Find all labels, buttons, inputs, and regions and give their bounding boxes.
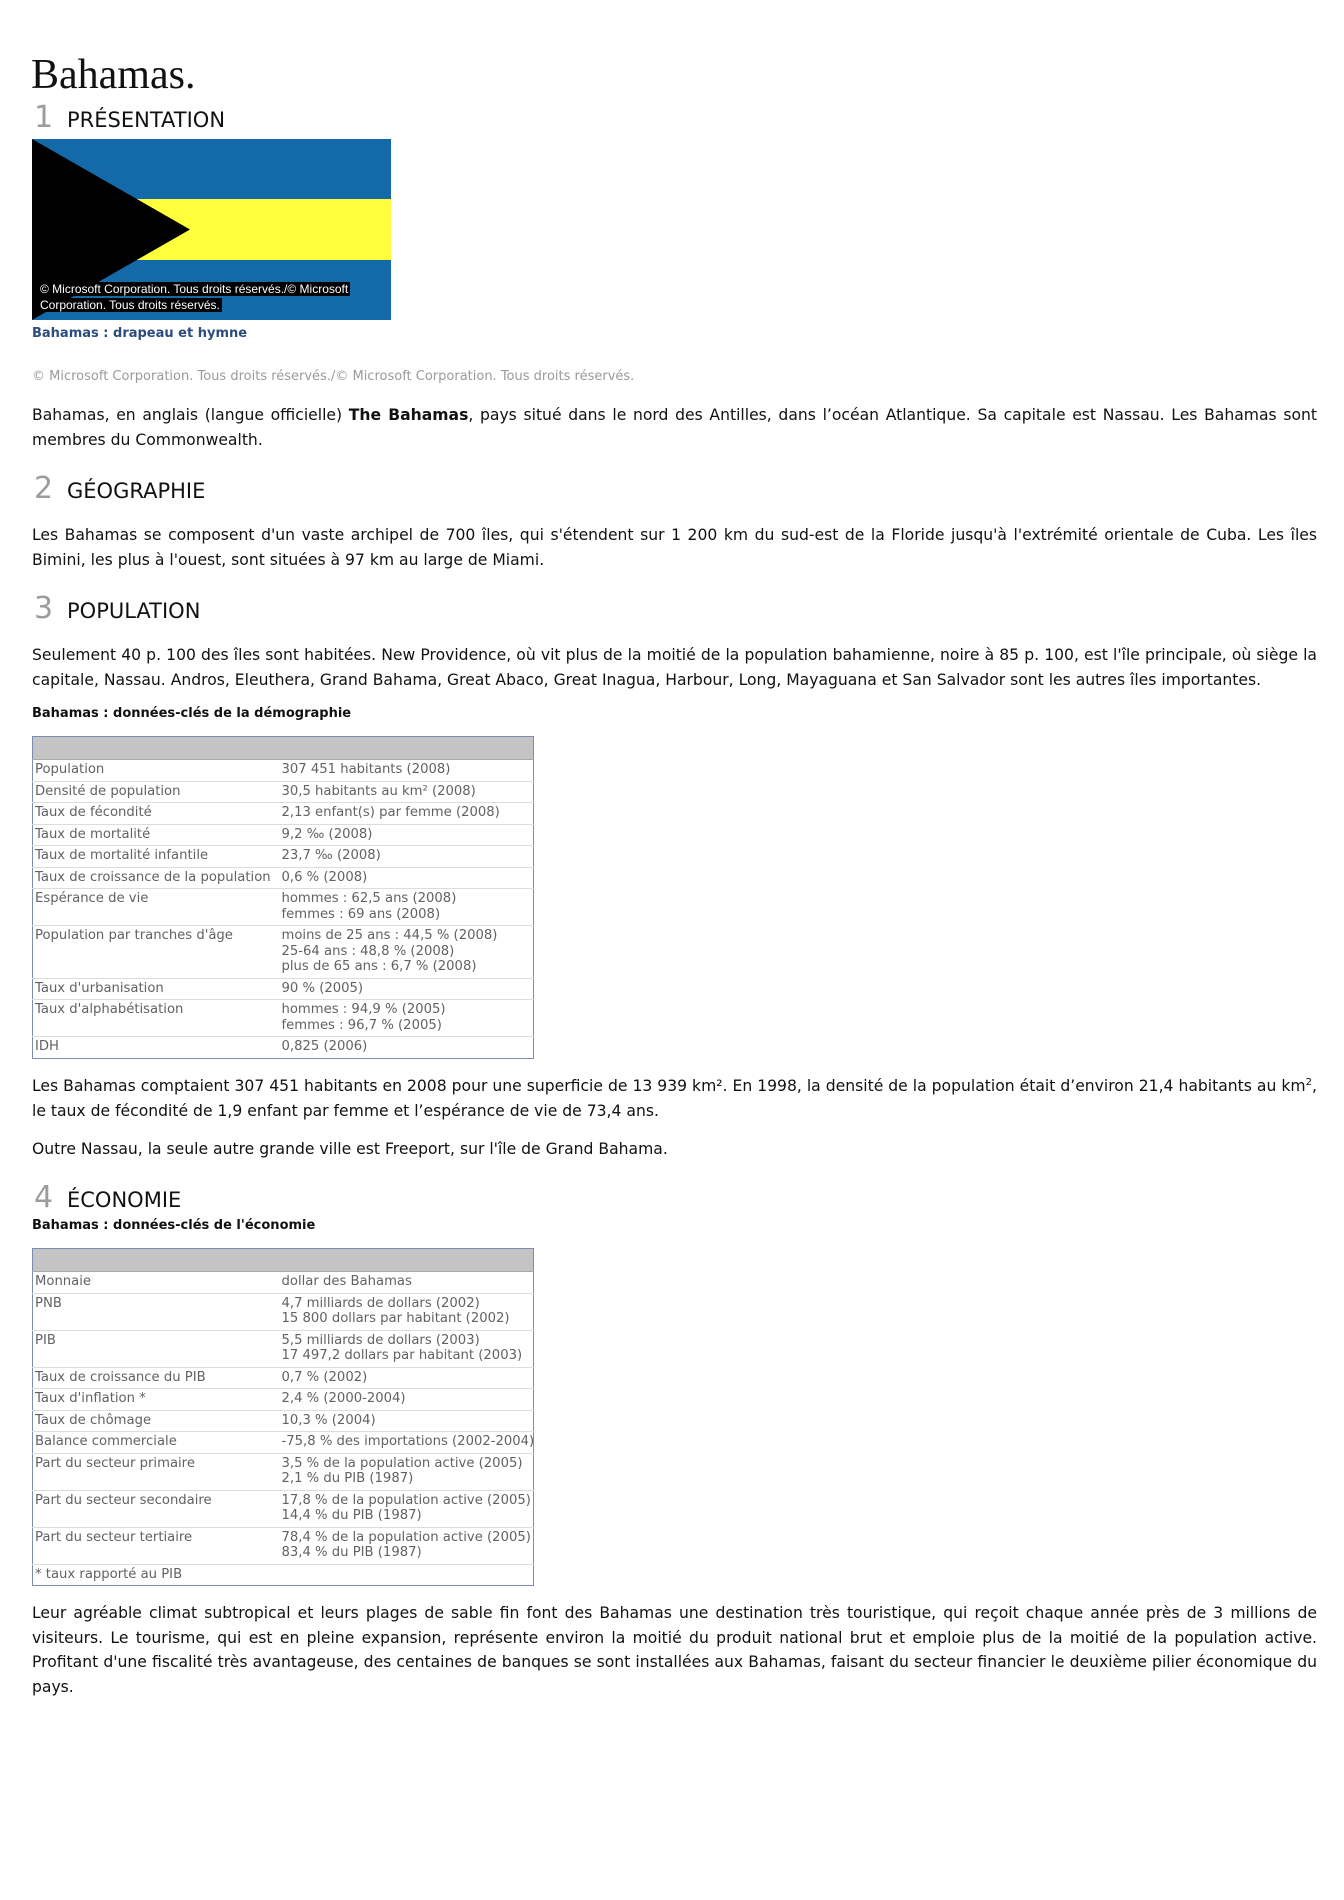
row-value <box>280 1410 534 1432</box>
table-body <box>33 1272 534 1586</box>
section-title: GÉOGRAPHIE <box>67 479 206 503</box>
table-row <box>33 803 534 825</box>
row-value <box>280 1293 534 1330</box>
row-label: Taux de fécondité <box>33 803 280 825</box>
table-row <box>33 781 534 803</box>
section-number: 3 <box>34 591 54 626</box>
section-heading-economie <box>34 1180 181 1216</box>
row-value-line: -75,8 % des importations (2002-2004) <box>281 1434 535 1449</box>
row-label: Espérance de vie <box>33 889 280 926</box>
row-label: Taux de croissance de la population <box>33 867 280 889</box>
table-footnote: * taux rapporté au PIB <box>33 1564 534 1586</box>
row-label: Monnaie <box>33 1272 280 1294</box>
row-label: PIB <box>33 1330 280 1367</box>
section-number: 1 <box>34 100 54 135</box>
row-label: Taux de croissance du PIB <box>33 1367 280 1389</box>
intro-paragraph <box>32 403 1317 452</box>
section-number: 4 <box>34 1180 54 1215</box>
row-value-line: 25-64 ans : 48,8 % (2008) <box>281 943 455 959</box>
table-row <box>33 824 534 846</box>
row-value-line: femmes : 96,7 % (2005) <box>281 1017 442 1033</box>
density-text: Les Bahamas comptaient 307 451 habitants en 2008 pour une superficie de 13 939 km². En 1998, la densité de la population était d’environ 21,4 habitants au km <box>32 1077 1306 1095</box>
row-value-line: hommes : 62,5 ans (2008) <box>281 891 457 906</box>
row-value <box>280 846 534 868</box>
row-value <box>280 1367 534 1389</box>
row-value <box>280 978 534 1000</box>
row-value <box>280 1389 534 1411</box>
table-header-band <box>33 1249 534 1272</box>
table-row <box>33 1272 534 1294</box>
row-value <box>280 926 534 979</box>
section-number: 2 <box>34 471 54 506</box>
table-row <box>33 1410 534 1432</box>
density-paragraph <box>32 1074 1317 1123</box>
row-value-line: 2,1 % du PIB (1987) <box>281 1471 414 1486</box>
media-credit: © Microsoft Corporation. Tous droits réservés./© Microsoft Corporation. Tous droits réservés. <box>32 369 635 384</box>
row-value <box>280 1432 534 1454</box>
row-value-line: dollar des Bahamas <box>281 1274 412 1289</box>
row-label: Balance commerciale <box>33 1432 280 1454</box>
row-value-line: 4,7 milliards de dollars (2002) <box>281 1295 480 1311</box>
table-body <box>33 760 534 1059</box>
row-label: Taux d'alphabétisation <box>33 1000 280 1037</box>
table-row <box>33 1432 534 1454</box>
flag-copyright-overlay <box>38 282 388 313</box>
table-header-row <box>33 737 534 760</box>
table-row <box>33 978 534 1000</box>
flag-copyright-text: © Microsoft Corporation. Tous droits réservés./© Microsoft Corporation. Tous droits réservés. <box>40 282 349 312</box>
row-value <box>280 1527 534 1564</box>
row-value-line: 15 800 dollars par habitant (2002) <box>281 1311 510 1326</box>
row-value <box>280 1272 534 1294</box>
row-value-line: moins de 25 ans : 44,5 % (2008) <box>281 928 498 943</box>
superscript-2: 2 <box>1305 1076 1313 1088</box>
row-value <box>280 889 534 926</box>
cities-paragraph: Outre Nassau, la seule autre grande ville est Freeport, sur l'île de Grand Bahama. <box>32 1140 668 1158</box>
economie-paragraph: Leur agréable climat subtropical et leurs plages de sable fin font des Bahamas une destination très touristique, qui reçoit chaque année près de 3 millions de visiteurs. Le tourisme, qui est en pleine expansion, représente environ la moitié du produit national brut et emploie plus de la moitié de la population active. Profitant d'une fiscalité très avantageuse, des centaines de banques se sont installées aux Bahamas, faisant du secteur financier le deuxième pilier économique du pays. <box>32 1604 1317 1696</box>
row-value <box>280 1037 534 1059</box>
row-label: Taux de chômage <box>33 1410 280 1432</box>
table-header-band <box>33 737 534 760</box>
row-value <box>280 1453 534 1490</box>
table-footnote-row <box>33 1564 534 1586</box>
row-value <box>280 803 534 825</box>
row-label: Population <box>33 760 280 782</box>
row-value-line: 307 451 habitants (2008) <box>281 762 451 777</box>
row-value-line: plus de 65 ans : 6,7 % (2008) <box>281 959 477 974</box>
row-label: PNB <box>33 1293 280 1330</box>
page-title: Bahamas. <box>31 52 196 98</box>
row-value <box>280 781 534 803</box>
demography-table <box>32 736 534 1059</box>
row-value-line: 78,4 % de la population active (2005) <box>281 1529 531 1545</box>
population-paragraph: Seulement 40 p. 100 des îles sont habitées. New Providence, où vit plus de la moitié de la population bahamienne, noire à 85 p. 100, est l'île principale, où siège la capitale, Nassau. Andros, Eleuthera, Grand Bahama, Great Abaco, Great Inagua, Harbour, Long, Mayaguana et San Salvador sont les autres îles importantes. <box>32 646 1317 689</box>
table-row <box>33 1389 534 1411</box>
intro-text: Bahamas, en anglais (langue officielle) <box>32 406 349 424</box>
table-header-row <box>33 1249 534 1272</box>
table-row <box>33 1330 534 1367</box>
row-value-line: 0,825 (2006) <box>281 1039 368 1054</box>
section-heading-population <box>34 591 200 627</box>
row-value <box>280 824 534 846</box>
row-value-line: 83,4 % du PIB (1987) <box>281 1545 422 1560</box>
table-row <box>33 1000 534 1037</box>
section-heading-geographie <box>34 471 205 507</box>
row-value <box>280 760 534 782</box>
row-value-line: 23,7 ‰ (2008) <box>281 848 381 863</box>
table-row <box>33 867 534 889</box>
section-title: PRÉSENTATION <box>67 108 226 132</box>
row-label: Taux d'inflation * <box>33 1389 280 1411</box>
row-label: Population par tranches d'âge <box>33 926 280 979</box>
section-heading-presentation <box>34 100 225 136</box>
table-row <box>33 846 534 868</box>
density-text: , le taux de fécondité de 1,9 enfant par femme et l’espérance de vie de 73,4 ans. <box>32 1077 1317 1120</box>
row-label: IDH <box>33 1037 280 1059</box>
row-value-line: 2,13 enfant(s) par femme (2008) <box>281 805 500 820</box>
row-label: Densité de population <box>33 781 280 803</box>
table-row <box>33 1490 534 1527</box>
media-caption-link[interactable]: Bahamas : drapeau et hymne <box>32 326 248 341</box>
row-label: Taux d'urbanisation <box>33 978 280 1000</box>
row-label: Part du secteur secondaire <box>33 1490 280 1527</box>
row-value <box>280 1330 534 1367</box>
table-row <box>33 926 534 979</box>
row-value-line: 3,5 % de la population active (2005) <box>281 1455 523 1471</box>
row-value-line: 10,3 % (2004) <box>281 1412 376 1428</box>
intro-text: , pays situé dans le nord des Antilles, dans l’océan Atlantique. Sa capitale est Nassau. Les Bahamas sont membres du Commonwealth. <box>32 406 1318 449</box>
demography-table-title: Bahamas : données-clés de la démographie <box>32 706 352 721</box>
row-label: Taux de mortalité <box>33 824 280 846</box>
table-row <box>33 1367 534 1389</box>
row-value-line: 90 % (2005) <box>281 980 364 996</box>
table-row <box>33 1293 534 1330</box>
row-value-line: 14,4 % du PIB (1987) <box>281 1508 422 1523</box>
row-value-line: 30,5 habitants au km² (2008) <box>281 783 476 799</box>
row-value <box>280 1000 534 1037</box>
table-row <box>33 1453 534 1490</box>
section-title: POPULATION <box>67 599 201 623</box>
economy-table-title: Bahamas : données-clés de l'économie <box>32 1218 316 1233</box>
table-row <box>33 1527 534 1564</box>
row-value-line: 9,2 ‰ (2008) <box>281 826 373 842</box>
row-value-line: 0,7 % (2002) <box>281 1369 368 1385</box>
section-title: ÉCONOMIE <box>67 1188 182 1212</box>
row-label: Part du secteur primaire <box>33 1453 280 1490</box>
row-value-line: hommes : 94,9 % (2005) <box>281 1002 446 1017</box>
row-value-line: 0,6 % (2008) <box>281 869 368 885</box>
row-value-line: 2,4 % (2000-2004) <box>281 1391 406 1406</box>
row-value-line: 5,5 milliards de dollars (2003) <box>281 1332 480 1348</box>
economy-table <box>32 1248 534 1586</box>
row-value-line: 17,8 % de la population active (2005) <box>281 1492 531 1508</box>
row-value <box>280 867 534 889</box>
geographie-paragraph: Les Bahamas se composent d'un vaste archipel de 700 îles, qui s'étendent sur 1 200 km du sud-est de la Floride jusqu'à l'extrémité orientale de Cuba. Les îles Bimini, les plus à l'ouest, sont situées à 97 km au large de Miami. <box>32 526 1317 569</box>
flag-media[interactable] <box>32 139 391 320</box>
table-row <box>33 889 534 926</box>
row-value <box>280 1490 534 1527</box>
row-label: Part du secteur tertiaire <box>33 1527 280 1564</box>
table-row <box>33 1037 534 1059</box>
row-value-line: 17 497,2 dollars par habitant (2003) <box>281 1348 523 1363</box>
table-row <box>33 760 534 782</box>
row-label: Taux de mortalité infantile <box>33 846 280 868</box>
intro-official-name: The Bahamas <box>348 406 469 424</box>
row-value-line: femmes : 69 ans (2008) <box>281 906 441 922</box>
